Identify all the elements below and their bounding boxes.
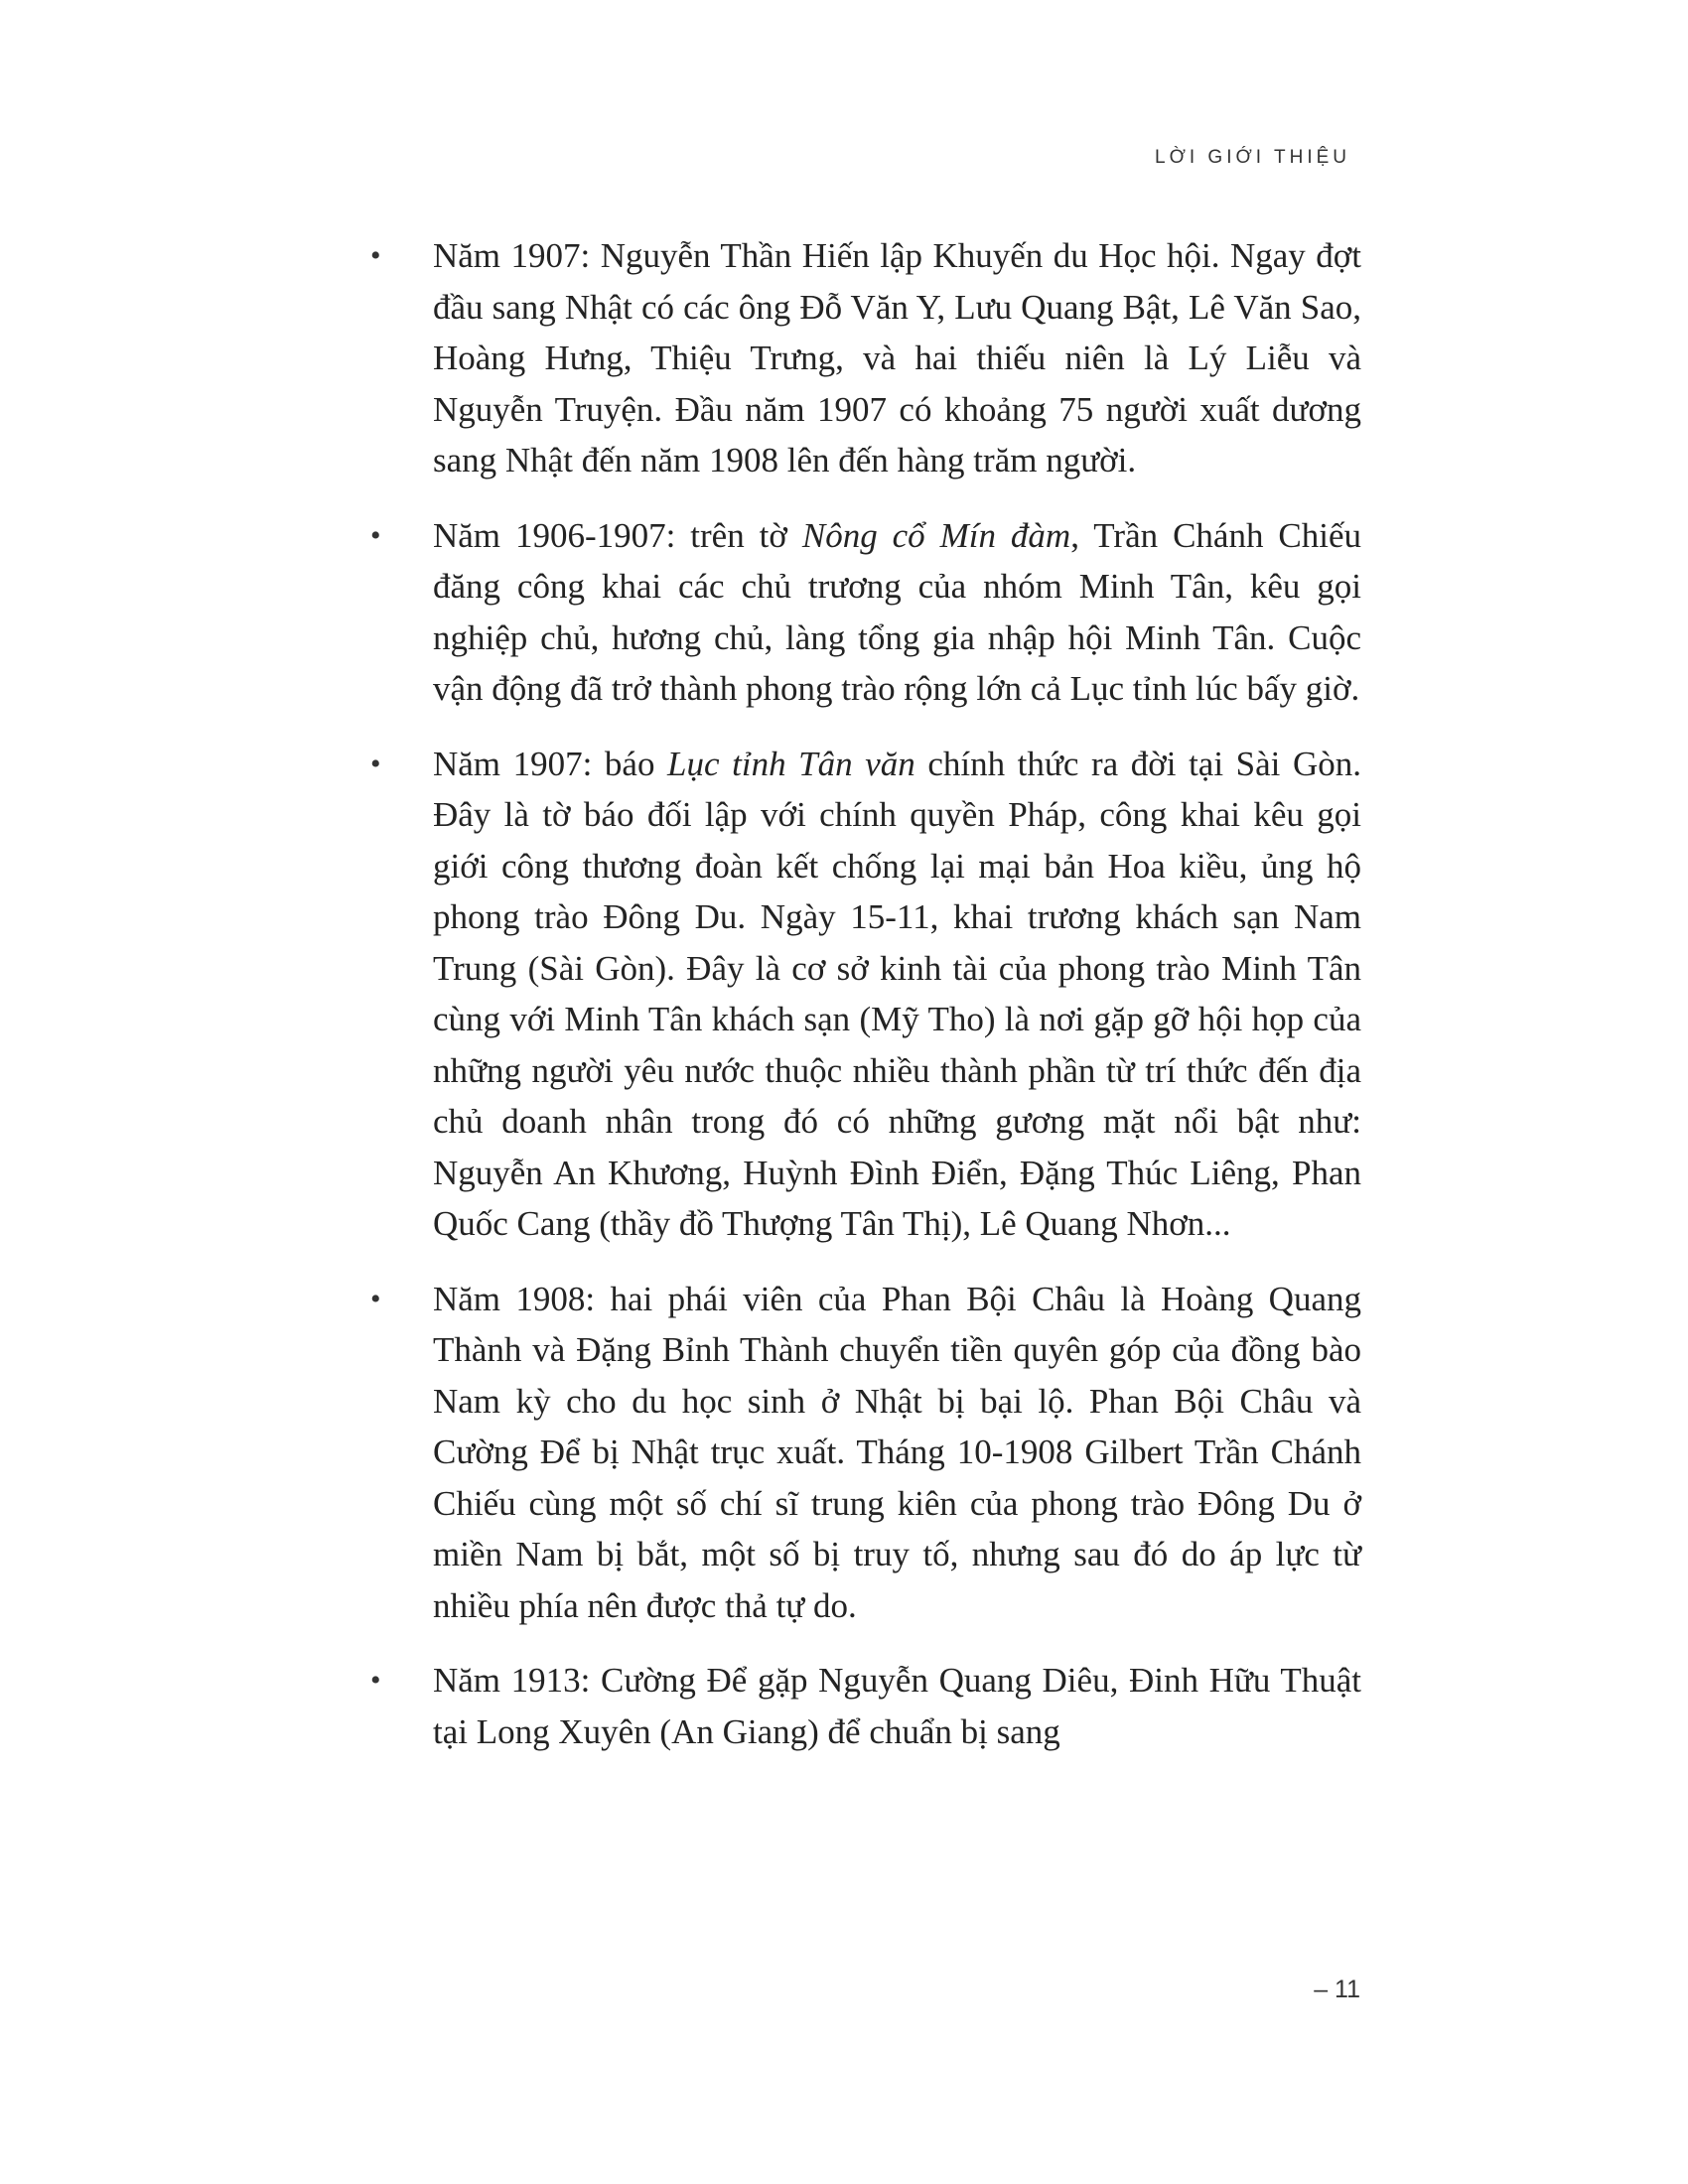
- running-header: LỜI GIỚI THIỆU: [1155, 147, 1350, 168]
- bullet: •: [370, 239, 381, 272]
- bullet: •: [370, 518, 381, 552]
- body-text: [370, 230, 1361, 1781]
- bullet: •: [370, 1664, 381, 1697]
- bullet: •: [370, 747, 381, 780]
- page-number: – 11: [1314, 1976, 1360, 2003]
- list-item: [370, 1655, 1361, 1757]
- bullet: •: [370, 1282, 381, 1315]
- list-item: [370, 1274, 1361, 1632]
- entry-text: Năm 1907: Nguyễn Thần Hiến lập Khuyến du Học hội. Ngay đợt đầu sang Nhật có các ông Đỗ Văn Y, Lưu Quang Bật, Lê Văn Sao, Hoàng Hưng, Thiệu Trưng, và hai thiếu niên là Lý Liễu và Nguyễn Truyện. Đầu năm 1907 có khoảng 75 người xuất dương sang Nhật đến năm 1908 lên đến hàng trăm người.: [433, 236, 1361, 479]
- publication-title: Nông cổ Mín đàm: [801, 515, 1071, 555]
- entry-text: Năm 1907: báo: [433, 744, 668, 783]
- entry-text: Năm 1906-1907: trên tờ: [433, 515, 802, 555]
- entry-text: Năm 1908: hai phái viên của Phan Bội Châu là Hoàng Quang Thành và Đặng Bỉnh Thành chuyển tiền quyên góp của đồng bào Nam kỳ cho du học sinh ở Nhật bị bại lộ. Phan Bội Châu và Cường Để bị Nhật trục xuất. Tháng 10-1908 Gilbert Trần Chánh Chiếu cùng một số chí sĩ trung kiên của phong trào Đông Du ở miền Nam bị bắt, một số bị truy tố, nhưng sau đó do áp lực từ nhiều phía nên được thả tự do.: [433, 1279, 1361, 1625]
- list-item: [370, 230, 1361, 486]
- entry-text: Năm 1913: Cường Để gặp Nguyễn Quang Diêu, Đinh Hữu Thuật tại Long Xuyên (An Giang) để chuẩn bị sang: [433, 1661, 1361, 1751]
- list-item: [370, 510, 1361, 715]
- entry-text: chính thức ra đời tại Sài Gòn. Đây là tờ báo đối lập với chính quyền Pháp, công khai kêu gọi giới công thương đoàn kết chống lại mại bản Hoa kiều, ủng hộ phong trào Đông Du. Ngày 15-11, khai trương khách sạn Nam Trung (Sài Gòn). Đây là cơ sở kinh tài của phong trào Minh Tân cùng với Minh Tân khách sạn (Mỹ Tho) là nơi gặp gỡ hội họp của những người yêu nước thuộc nhiều thành phần từ trí thức đến địa chủ doanh nhân trong đó có những gương mặt nổi bật như: Nguyễn An Khương, Huỳnh Đình Điển, Đặng Thúc Liêng, Phan Quốc Cang (thầy đồ Thượng Tân Thị), Lê Quang Nhơn...: [433, 744, 1361, 1243]
- publication-title: Lục tỉnh Tân văn: [667, 744, 915, 783]
- list-item: [370, 739, 1361, 1250]
- entry-text: , Trần Chánh Chiếu đăng công khai các chủ trương của nhóm Minh Tân, kêu gọi nghiệp chủ, hương chủ, làng tổng gia nhập hội Minh Tân. Cuộc vận động đã trở thành phong trào rộng lớn cả Lục tỉnh lúc bấy giờ.: [433, 515, 1361, 708]
